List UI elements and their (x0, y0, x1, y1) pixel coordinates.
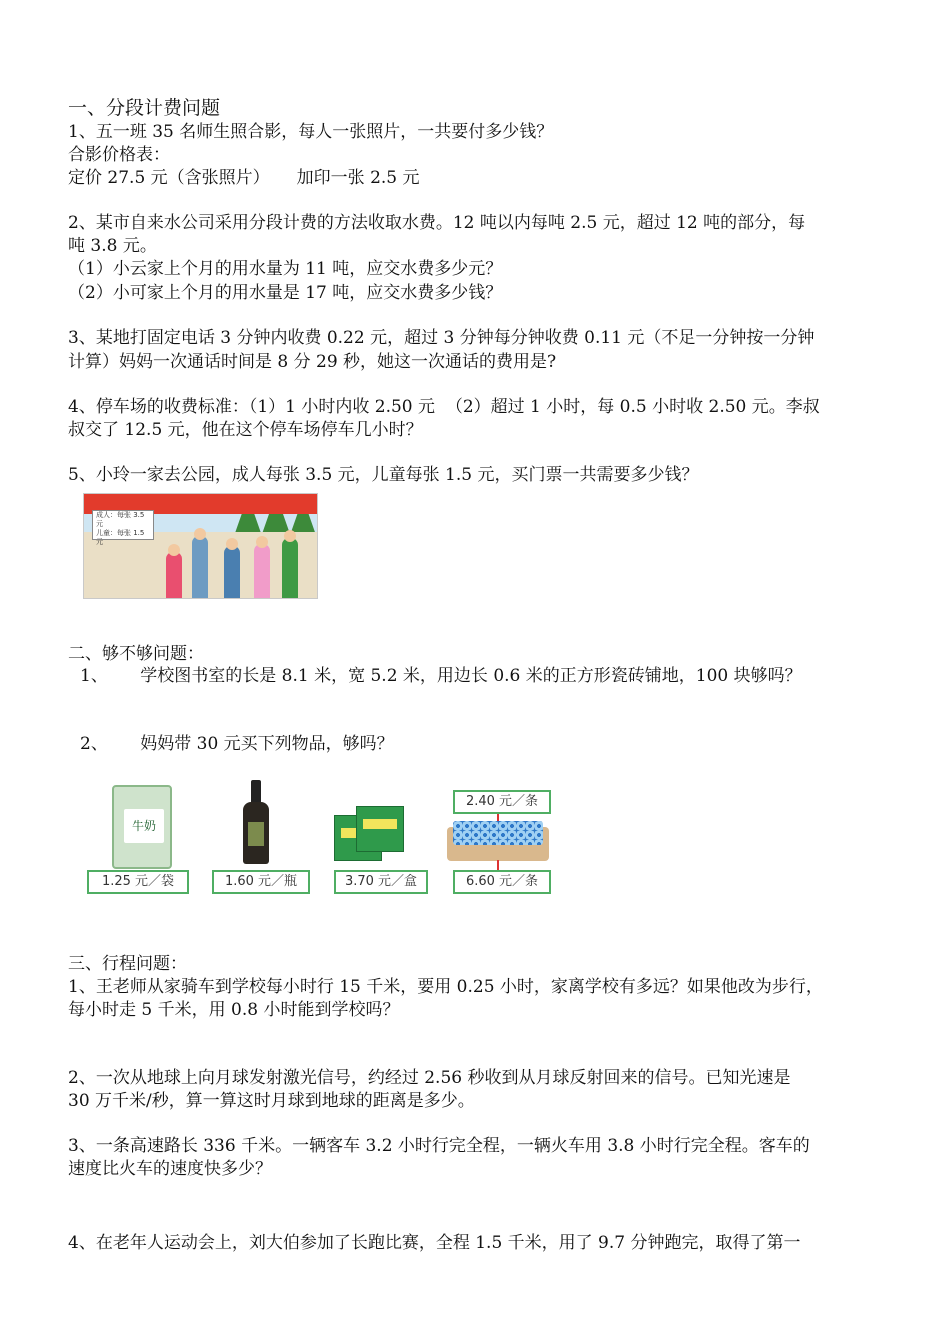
section-2-heading: 二、够不够问题： (68, 644, 204, 664)
s1-q1-line-2: 合影价格表： (68, 145, 170, 165)
s1-q5: 5、小玲一家去公园，成人每张 3.5 元，儿童每张 1.5 元，买门票一共需要多少钱？ (68, 465, 699, 485)
s3-q2-line-2: 30 万千米/秒，算一算这时月球到地球的距离是多少。 (68, 1091, 475, 1111)
s3-q1-line-2: 每小时走 5 千米，用 0.8 小时能到学校吗？ (68, 1000, 400, 1020)
price-tag-blanket: 6.60 元／条 (453, 870, 551, 894)
s2-q2: 2、 妈妈带 30 元买下列物品，够吗？ (80, 734, 394, 754)
s1-q2-line-4: （2）小可家上个月的用水量是 17 吨，应交水费多少钱？ (68, 283, 503, 303)
s1-q4-line-2: 叔交了 12.5 元，他在这个停车场停车几小时？ (68, 420, 423, 440)
price-tag-top: 2.40 元／条 (453, 790, 551, 814)
bottle-neck (251, 780, 261, 804)
s3-q1-line-1: 1、王老师从家骑车到学校每小时行 15 千米，要用 0.25 小时，家离学校有多远？如果他改为步行， (68, 977, 823, 997)
box-image-2 (356, 806, 404, 852)
s1-q2-line-3: （1）小云家上个月的用水量为 11 吨，应交水费多少元？ (68, 259, 503, 279)
section-3-heading: 三、行程问题： (68, 954, 187, 974)
blanket-image (447, 827, 549, 861)
ticket-price-sign: 成人：每张 3.5 元 儿童：每张 1.5 元 (92, 510, 154, 540)
s3-q2-line-1: 2、一次从地球上向月球发射激光信号，约经过 2.56 秒收到从月球反射回来的信号。已知光速是 (68, 1068, 791, 1088)
s1-q1-line-1: 1、五一班 35 名师生照合影，每人一张照片，一共要付多少钱？ (68, 122, 554, 142)
s1-q3-line-1: 3、某地打固定电话 3 分钟内收费 0.22 元，超过 3 分钟每分钟收费 0.11 元（不足一分钟按一分钟 (68, 328, 815, 348)
section-1-heading: 一、分段计费问题 (68, 97, 221, 119)
s1-q4-line-1: 4、停车场的收费标准：（1）1 小时内收 2.50 元 （2）超过 1 小时，每 0.5 小时收 2.50 元。李叔 (68, 397, 820, 417)
s1-q2-line-1: 2、某市自来水公司采用分段计费的方法收取水费。12 吨以内每吨 2.5 元，超过 12 吨的部分，每 (68, 213, 806, 233)
price-tag-box: 3.70 元／盒 (334, 870, 428, 894)
bottle-image (243, 802, 269, 864)
s2-q1: 1、 学校图书室的长是 8.1 米，宽 5.2 米，用边长 0.6 米的正方形瓷砖铺地，100 块够吗？ (80, 666, 802, 686)
s1-q3-line-2: 计算）妈妈一次通话时间是 8 分 29 秒，她这一次通话的费用是? (68, 352, 557, 372)
s3-q4-line-1: 4、在老年人运动会上，刘大伯参加了长跑比赛，全程 1.5 千米，用了 9.7 分钟跑完，取得了第一 (68, 1233, 801, 1253)
park-entrance-illustration (83, 493, 318, 599)
s3-q3-line-1: 3、一条高速路长 336 千米。一辆客车 3.2 小时行完全程，一辆火车用 3.8 小时行完全程。客车的 (68, 1136, 810, 1156)
milk-bag-image: 牛奶 (112, 785, 172, 869)
s1-q1-line-3: 定价 27.5 元（含张照片） 加印一张 2.5 元 (68, 168, 420, 188)
price-tag-bottle: 1.60 元／瓶 (212, 870, 310, 894)
s1-q2-line-2: 吨 3.8 元。 (68, 236, 157, 256)
price-tag-milk: 1.25 元／袋 (87, 870, 189, 894)
s3-q3-line-2: 速度比火车的速度快多少？ (68, 1159, 272, 1179)
